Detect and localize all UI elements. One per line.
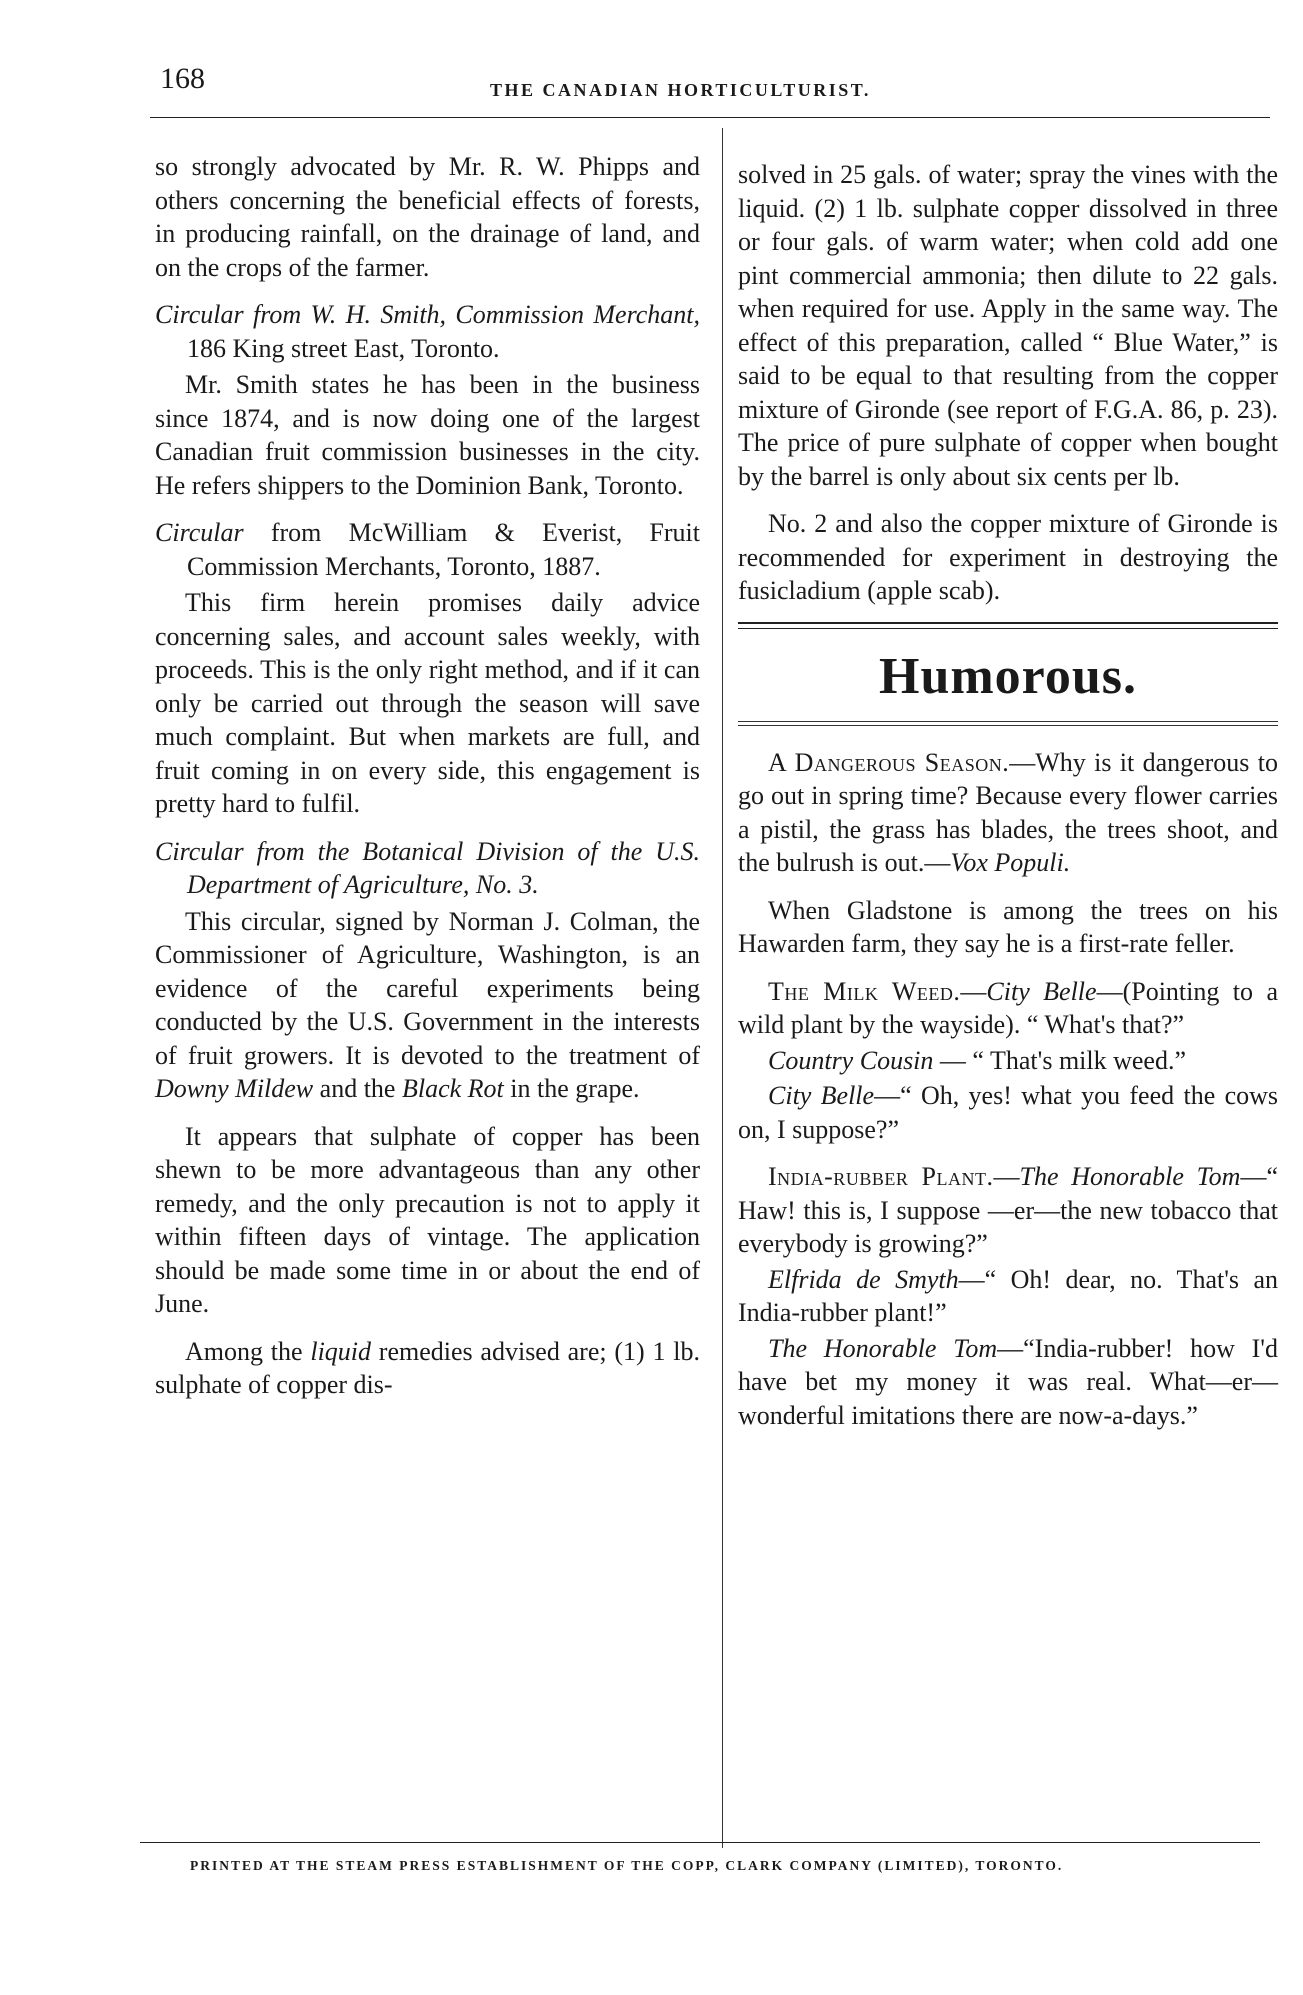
milk-weed-line3: —“ Oh, yes! what you feed the cows on, I suppose?”: [738, 1081, 1278, 1144]
paragraph-smith: Mr. Smith states he has been in the business since 1874, and is now doing one of the largest Canadian fruit commission businesses in the city. He refers shippers to the Dominion Bank, Toronto.: [155, 370, 700, 500]
section-rule-top: [738, 622, 1278, 629]
joke-text-dangerous-season: —Why is it dangerous to go out in spring time? Because every flower carries a pistil, the grass has blades, the trees shoot, and the bulrush is out.—: [738, 747, 1278, 877]
speaker-elfrida: Elfrida de Smyth: [768, 1264, 959, 1294]
speaker-city-belle-2: City Belle: [768, 1081, 875, 1110]
circular-smith-address: 186 King street East, Toronto.: [187, 333, 500, 363]
remedies-text-a: Among the: [185, 1336, 311, 1366]
speaker-honorable-tom-2: The Honorable Tom: [768, 1333, 998, 1363]
circular-smith-title: Circular from W. H. Smith, Commission Merchant,: [155, 300, 700, 329]
circular-mcwilliam-label: Circular: [155, 518, 244, 547]
running-head: THE CANADIAN HORTICULTURIST.: [490, 80, 871, 100]
india-rubber-line1: —“ Haw! this is, I suppose —er—the new tobacco that everybody is growing?”: [738, 1162, 1278, 1258]
joke-title-dangerous-season: A Dangerous Season.: [768, 747, 1010, 777]
colman-text-a: This circular, signed by Norman J. Colman, the Commissioner of Agriculture, Washington, is an evidence of the careful experiments being conducted by the U.S. Government in the interests of fruit growers. It is devoted to the treatment of: [155, 906, 700, 1070]
speaker-city-belle: City Belle: [986, 976, 1097, 1006]
circular-smith-heading: [155, 298, 700, 365]
joke-dash: —: [960, 976, 987, 1006]
joke-gladstone: When Gladstone is among the trees on his Hawarden farm, they say he is a first-rate feller.: [738, 895, 1278, 958]
joke-milk-weed-line3: [738, 1079, 1278, 1146]
paragraph-mcwilliam: This firm herein promises daily advice concerning sales, and account sales weekly, with proceeds. This is the only right method, and if it can only be carried out through the season will save much complaint. But when markets are full, and fruit coming in on every side, this engagement is pretty hard to fulfil.: [155, 588, 700, 818]
section-rule-bottom: [738, 721, 1278, 726]
circular-mcwilliam-text: from McWilliam & Everist, Fruit Commission Merchants, Toronto, 1887.: [187, 518, 700, 581]
india-rubber-line2: —“ Oh! dear, no. That's an India-rubber plant!”: [738, 1264, 1278, 1327]
circular-mcwilliam-heading: [155, 516, 700, 583]
milk-weed-line2: — “ That's milk weed.”: [933, 1045, 1187, 1075]
joke-title-milk-weed: The Milk Weed.: [768, 976, 961, 1006]
speaker-country-cousin: Country Cousin: [768, 1045, 934, 1075]
joke-india-rubber-line3: [738, 1332, 1278, 1433]
left-column: [155, 150, 700, 1416]
humorous-heading: Humorous.: [879, 647, 1137, 705]
paragraph-forests: so strongly advocated by Mr. R. W. Phipps and others concerning the beneficial effects of forests, in producing rainfall, on the drainage of land, and on the crops of the farmer.: [155, 152, 700, 282]
joke-source-vox-populi: Vox Populi.: [950, 848, 1071, 877]
paragraph-fusicladium: No. 2 and also the copper mixture of Gironde is recommended for experiment in destroying the fusicladium (apple scab).: [738, 509, 1278, 605]
page-number: 168: [160, 62, 205, 95]
column-divider: [722, 128, 723, 1848]
joke-india-rubber-line2: [738, 1263, 1278, 1330]
liquid-term: liquid: [310, 1336, 372, 1366]
right-column: [738, 158, 1278, 1446]
circular-botanical-heading: [155, 835, 700, 902]
downy-mildew-term: Downy Mildew: [155, 1074, 314, 1103]
joke-title-india-rubber: India-rubber Plant.: [768, 1162, 994, 1191]
colman-text-c: in the grape.: [503, 1074, 640, 1103]
paragraph-blue-water: solved in 25 gals. of water; spray the vines with the liquid. (2) 1 lb. sulphate copper dissolved in three or four gals. of warm water; when cold add one pint commercial ammonia; then dilute to 22 gals. when required for use. Apply in the same way. The effect of this preparation, called “ Blue Water,” is said to be equal to that resulting from the copper mixture of Gironde (see report of F.G.A. 86, p. 23). The price of pure sulphate of copper when bought by the barrel is only about six cents per lb.: [738, 160, 1278, 491]
joke-dangerous-season: [738, 746, 1278, 880]
paragraph-colman: [155, 905, 700, 1106]
black-rot-term: Black Rot: [401, 1074, 504, 1103]
milk-weed-line1: —(Pointing to a wild plant by the wayside). “ What's that?”: [738, 976, 1278, 1039]
circular-botanical-title: Circular from the Botanical Division of the U.S. Department of Agriculture, No. 3.: [155, 836, 700, 899]
paragraph-sulphate: It appears that sulphate of copper has been shewn to be more advantageous than any other remedy, and the only precaution is not to apply it within fifteen days of vintage. The application should be made some time in or about the end of June.: [155, 1121, 700, 1318]
remedies-text-b: remedies advised are; (1) 1 lb. sulphate of copper dis-: [155, 1336, 700, 1399]
speaker-honorable-tom: The Honorable Tom: [1019, 1162, 1241, 1191]
joke-dash-2: —: [993, 1162, 1020, 1191]
paragraph-liquid-remedies: [155, 1335, 700, 1402]
joke-india-rubber-line1: [738, 1160, 1278, 1261]
printer-imprint: PRINTED AT THE STEAM PRESS ESTABLISHMENT OF THE COPP, CLARK COMPANY (LIMITED), TORONTO.: [190, 1858, 1064, 1873]
footer-rule: [140, 1842, 1260, 1843]
joke-milk-weed-line2: [738, 1044, 1278, 1078]
colman-text-b: and the: [313, 1074, 402, 1103]
header-rule: [150, 117, 1270, 118]
joke-milk-weed-line1: [738, 975, 1278, 1042]
india-rubber-line3: —“India-rubber! how I'd have bet my money it was real. What—er—wonderful imitations there are now-a-days.”: [738, 1333, 1278, 1430]
